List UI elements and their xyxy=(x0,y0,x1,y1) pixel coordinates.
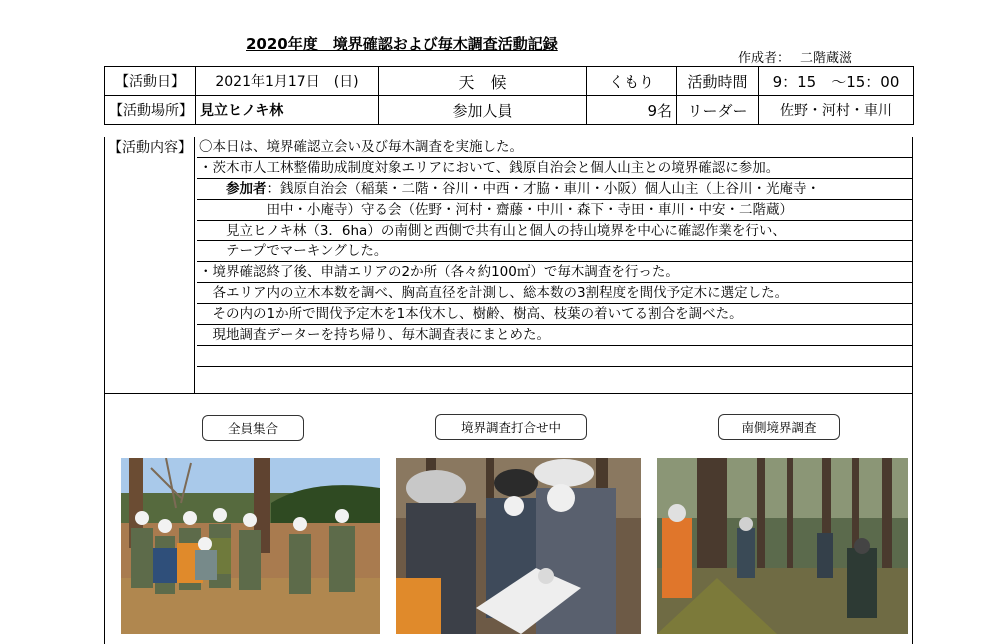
content-line: ・境界確認終了後、申請エリアの2か所（各々約100㎡）で毎木調査を行った。 xyxy=(197,262,912,283)
time-label: 活動時間 xyxy=(677,67,759,96)
participants-text: ：銭原自治会（稲葉・二階・谷川・中西・才脇・車川・小阪）個人山主（上谷川・光庵寺・ xyxy=(266,180,820,197)
date-value: 2021年1月17日 (日) xyxy=(196,67,379,96)
weather-value: くもり xyxy=(587,67,677,96)
content-line xyxy=(197,346,912,367)
participants-label: 参加人員 xyxy=(379,96,587,125)
content-line: 田中・小庵寺）守る会（佐野・河村・齋藤・中川・森下・寺田・車川・中安・二階蔵） xyxy=(197,200,912,221)
weather-label: 天 候 xyxy=(379,67,587,96)
photo-caption-meeting: 境界調査打合せ中 xyxy=(435,414,587,440)
author-label: 作成者： xyxy=(738,51,791,66)
participants-heading: 参加者 xyxy=(226,180,267,197)
content-line: 〇本日は、境界確認立会い及び毎木調査を実施した。 xyxy=(197,137,912,158)
activity-content xyxy=(104,137,913,394)
date-label: 【活動日】 xyxy=(105,67,196,96)
content-line: ・茨木市人工林整備助成制度対象エリアにおいて、銭原自治会と個人山主との境界確認に参加。 xyxy=(197,158,912,179)
content-line: 現地調査データーを持ち帰り、毎木調査表にまとめた。 xyxy=(197,325,912,346)
photo-section xyxy=(104,394,913,644)
content-line xyxy=(197,367,912,388)
content-line-participants xyxy=(197,179,912,200)
page-title: 2020年度 境界確認および毎木調査活動記録 xyxy=(246,35,558,53)
photo-caption-south-boundary: 南側境界調査 xyxy=(718,414,840,440)
photo-meeting xyxy=(396,458,641,634)
content-line: テープでマーキングした。 xyxy=(197,241,912,262)
header-table xyxy=(104,66,914,125)
photo-forest xyxy=(657,458,908,634)
content-line: その内の1か所で間伐予定木を1本伐木し、樹齢、樹高、枝葉の着いてる割合を調べた。 xyxy=(197,304,912,325)
photo-caption-assembly: 全員集合 xyxy=(202,415,304,441)
place-label: 【活動場所】 xyxy=(105,96,196,125)
content-label: 【活動内容】 xyxy=(105,137,195,393)
time-value: 9：15 ～15：00 xyxy=(759,67,914,96)
leader-value: 佐野・河村・車川 xyxy=(759,96,914,125)
author-name: 二階蔵滋 xyxy=(800,51,853,66)
content-lines xyxy=(197,137,912,388)
content-line: 各エリア内の立木本数を調べ、胸高直径を計測し、総本数の3割程度を間伐予定木に選定した。 xyxy=(197,283,912,304)
photo-group xyxy=(121,458,380,634)
leader-label: リーダー xyxy=(677,96,759,125)
author xyxy=(738,47,852,66)
place-value: 見立ヒノキ林 xyxy=(196,96,379,125)
content-line: 見立ヒノキ林（3．6ha）の南側と西側で共有山と個人の持山境界を中心に確認作業を行い、 xyxy=(197,221,912,242)
participants-value: 9名 xyxy=(587,96,677,125)
